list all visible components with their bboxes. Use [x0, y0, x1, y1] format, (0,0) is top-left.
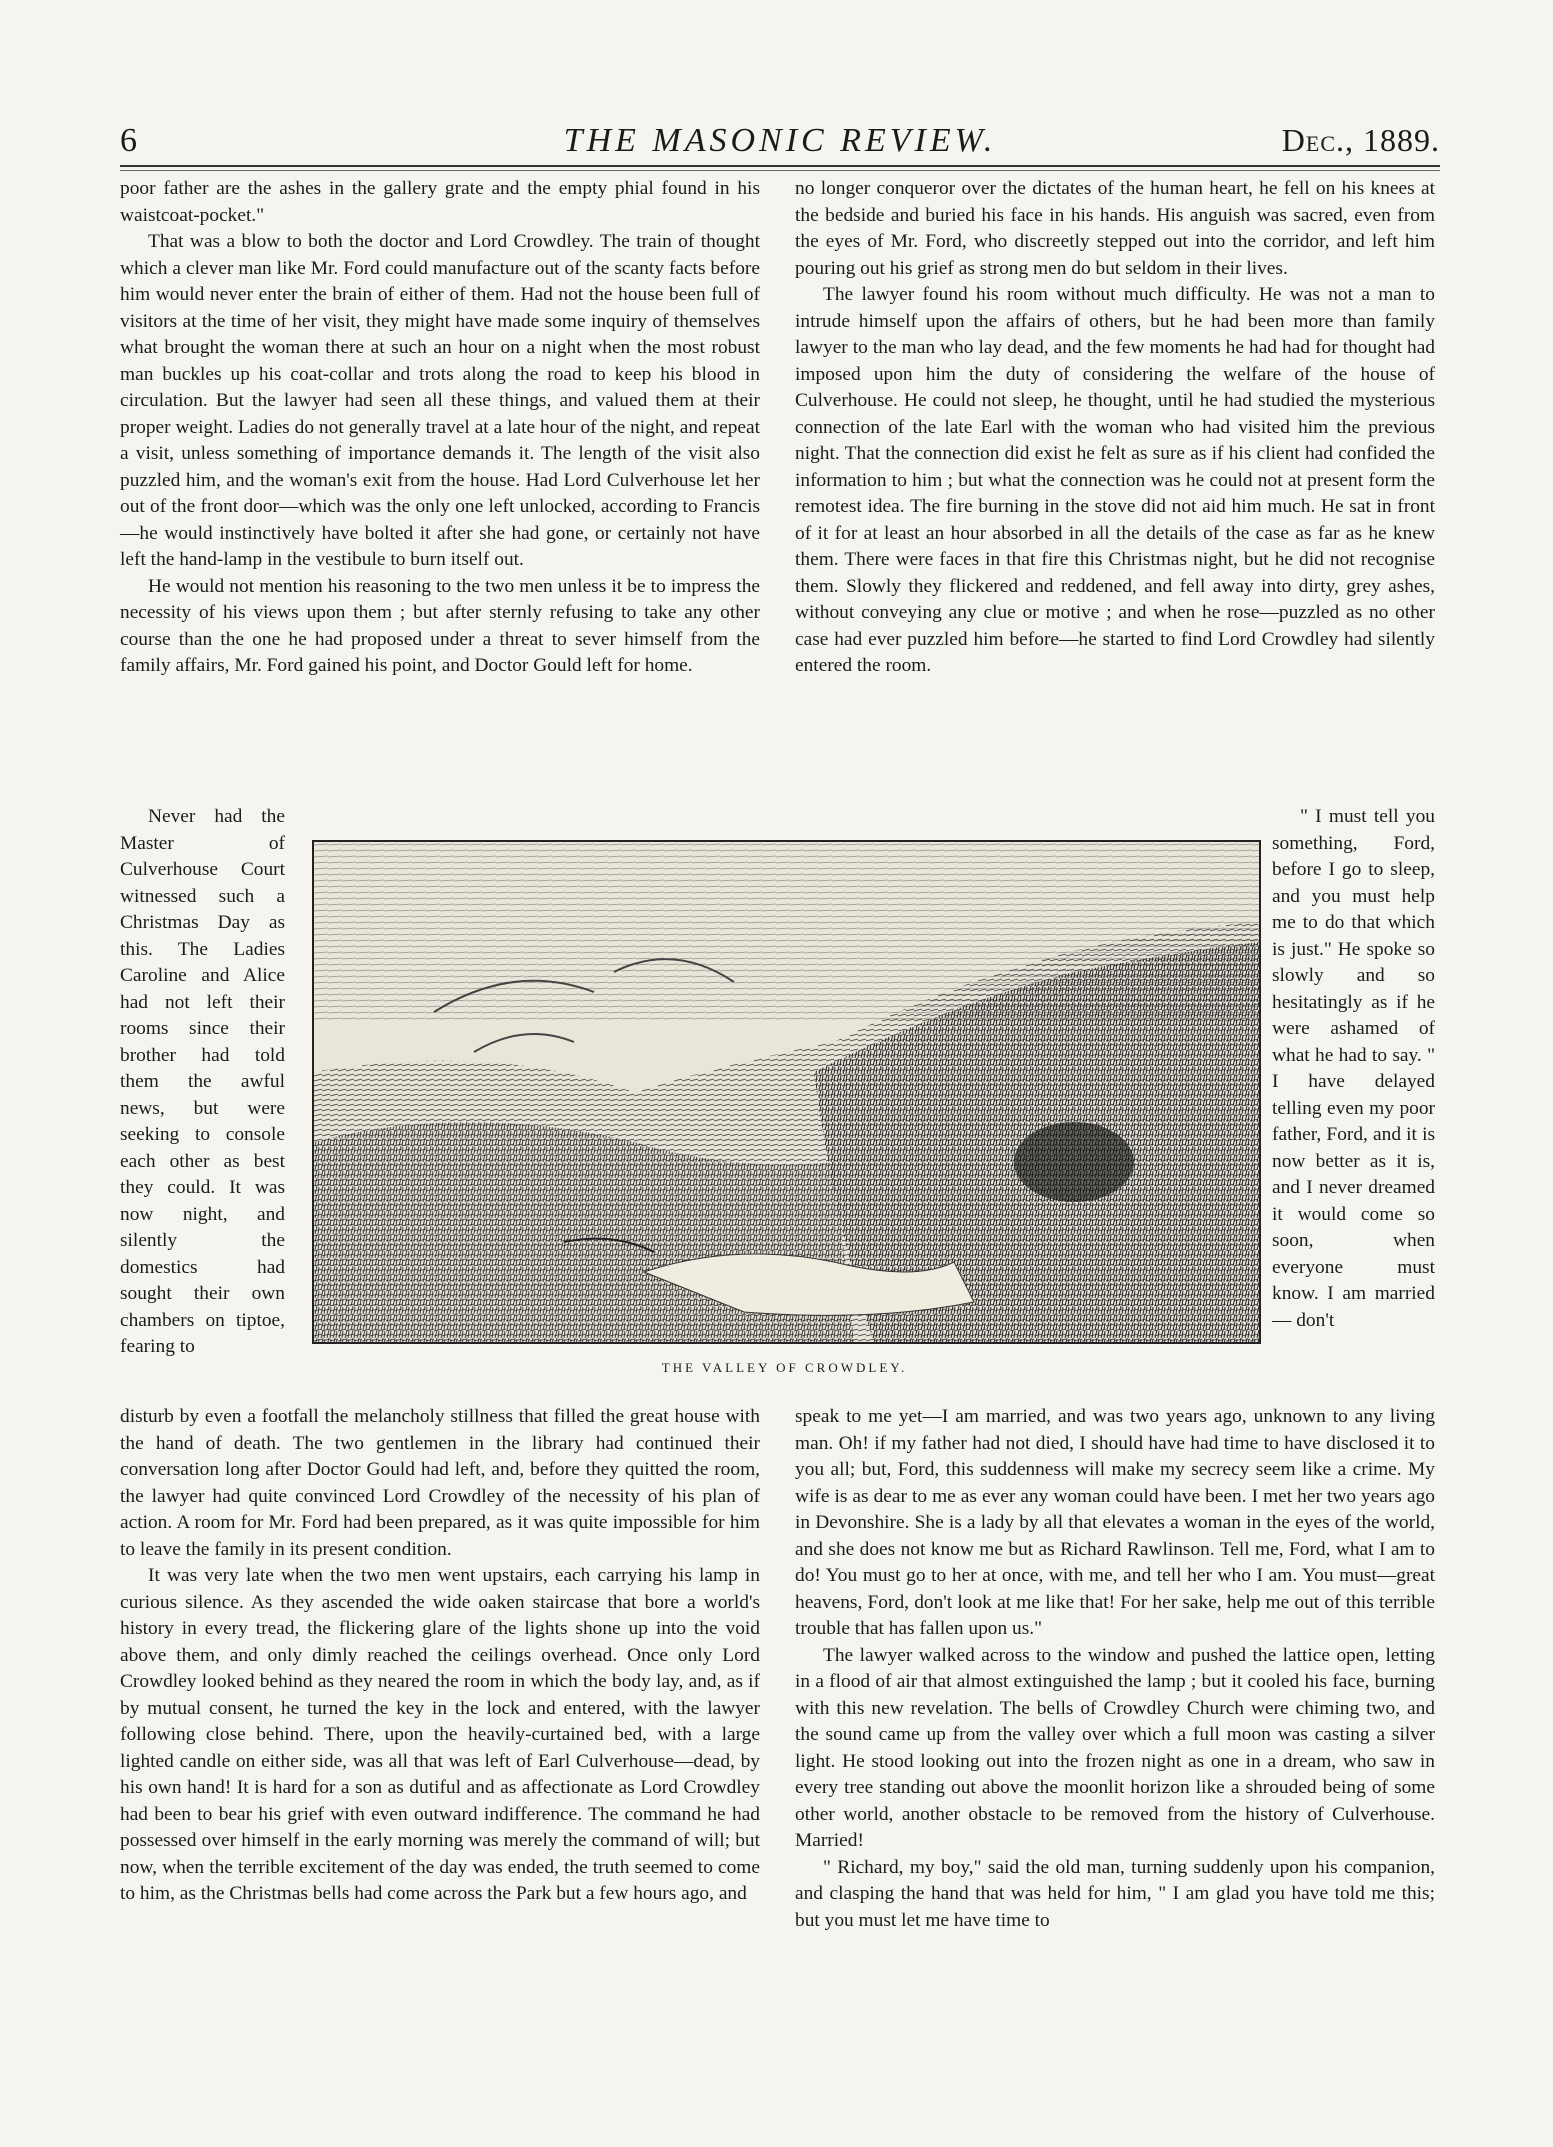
paragraph: The lawyer walked across to the window and pushed the lattice open, letting in a flood of air that almost extinguished the lamp ; but it cooled his face, burning with this new revelation. The bells of Crowdley Church were chiming two, and the sound came up from the valley over which a full moon was casting a silver light. He stood looking out into the frozen night as one in a dream, who saw in every tree standing out above the moonlit horizon like a shrouded being of some other world, another obstacle to be removed from the history of Culverhouse. Married!: [795, 1644, 1435, 1851]
header-rule: [120, 165, 1440, 167]
valley-engraving: [312, 840, 1261, 1344]
left-column-top: [120, 176, 760, 680]
figure-caption: THE VALLEY OF CROWDLEY.: [661, 1360, 908, 1375]
right-column-top: [795, 176, 1435, 680]
paragraph: It was very late when the two men went upstairs, each carrying his lamp in curious silence. As they ascended the wide oaken staircase that bore a world's history in every tread, the flickering glare of the lights shone up into the void above them, and only dimly reached the ceilings overhead. Once only Lord Crowdley looked behind as they neared the room in which the body lay, and, as if by mutual consent, he turned the key in the lock and entered, with the lawyer following close behind. There, upon the heavily-curtained bed, with a large lighted candle on either side, was all that was left of Earl Culverhouse—dead, by his own hand! It is hard for a son as dutiful and as affectionate as Lord Crowdley had been to bear his grief with even outward indifference. The command he had possessed over himself in the early morning was merely the command of will; but now, when the terrible excitement of the day was ended, the truth seemed to come to him, as the Christmas bells had come across the Park but a few hours ago, and: [120, 1565, 760, 1904]
paragraph: Never had the Master of Culverhouse Court witnessed such a Christmas Day as this. The Ladies Caroline and Alice had not left their rooms since their brother had told them the awful news, but were seeking to console each other as best they could. It was now night, and silently the domestics had sought their own chambers on tiptoe, fearing to: [120, 806, 285, 1357]
paragraph: speak to me yet—I am married, and was two years ago, unknown to any living man. Oh! if my father had not died, I should have had time to have disclosed it to you all; but, Ford, this suddenness will make my secrecy seem like a crime. My wife is as dear to me as ever any woman could have been. I met her two years ago in Devonshire. She is a lady by all that elevates a woman in the eyes of the world, and she does not know me but as Richard Rawlinson. Tell me, Ford, what I am to do! You must go to her at once, with me, and tell her who I am. You must—great heavens, Ford, don't look at me like that! For her sake, help me out of this terrible trouble that has fallen upon us.": [795, 1406, 1435, 1639]
journal-title: THE MASONIC REVIEW.: [563, 122, 997, 159]
landscape-illustration: [314, 842, 1259, 1342]
paragraph: " I must tell you something, Ford, before I go to sleep, and you must help me to do that which is just." He spoke so slowly and so hesitatingly as if he were ashamed of what he had to say. " I have delayed telling even my poor father, Ford, and it is now better as it is, and I never dreamed it would come so soon, when everyone must know. I am married — don't: [1272, 806, 1435, 1331]
paragraph: disturb by even a footfall the melancholy stillness that filled the great house with the hand of death. The two gentlemen in the library had continued their conversation long after Doctor Gould had left, and, before they quitted the room, the lawyer had quite convinced Lord Crowdley of the necessity of his plan of action. A room for Mr. Ford had been prepared, as it was quite impossible for him to leave the family in its present condition.: [120, 1406, 760, 1560]
right-narrow-column: [1272, 804, 1435, 1334]
left-narrow-column: [120, 804, 285, 1361]
paragraph: That was a blow to both the doctor and Lord Crowdley. The train of thought which a clever man like Mr. Ford could manufacture out of the scanty facts before him would never enter the brain of either of them. Had not the house been full of visitors at the time of her visit, they might have made some inquiry of themselves what brought the woman there at such an hour on a night when the most robust man buckles up his coat-collar and trots along the road to keep his blood in circulation. But the lawyer had seen all these things, and valued them at their proper weight. Ladies do not generally travel at a late hour of the night, and repeat a visit, unless something of importance demands it. The length of the visit also puzzled him, and the woman's exit from the house. Had Lord Culverhouse let her out of the front door—which was the only one left unlocked, according to Francis—he would instinctively have bolted it after she had gone, or certainly not have left the hand-lamp in the vestibule to burn itself out.: [120, 231, 760, 570]
right-column-bottom: [795, 1404, 1435, 1934]
paragraph: " Richard, my boy," said the old man, turning suddenly upon his companion, and clasping the hand that was held for him, " I am glad you have told me this; but you must let me have time to: [795, 1856, 1435, 1931]
page-number: 6: [120, 122, 137, 159]
paragraph: no longer conqueror over the dictates of the human heart, he fell on his knees at the bedside and buried his face in his hands. His anguish was sacred, even from the eyes of Mr. Ford, who discreetly stepped out into the corridor, and left him pouring out his grief as strong men do but seldom in their lives.: [795, 178, 1435, 279]
paragraph: The lawyer found his room without much difficulty. He was not a man to intrude himself upon the affairs of others, but he had been more than family lawyer to the man who lay dead, and the few moments he had had for thought had imposed upon him the duty of considering the welfare of the house of Culverhouse. He could not sleep, he thought, until he had studied the mysterious connection of the late Earl with the woman who had visited him the previous night. That the connection did exist he felt as sure as if his client had confided the information to him ; but what the connection was he could not at present form the remotest idea. The fire burning in the stove did not aid him much. He sat in front of it for at least an hour absorbed in all the details of the case as far as he knew them. There were faces in that fire this Christmas night, but he did not recognise them. Slowly they flickered and reddened, and fell away into dirty, grey ashes, without conveying any clue or motive ; and when he rose—puzzled as no other case had ever puzzled him before—he started to find Lord Crowdley had silently entered the room.: [795, 284, 1435, 676]
issue-date: Dec., 1889.: [1281, 122, 1440, 158]
left-column-bottom: [120, 1404, 760, 1908]
paragraph: poor father are the ashes in the gallery grate and the empty phial found in his waistcoat-pocket.": [120, 178, 760, 226]
page-header: [120, 122, 1440, 166]
paragraph: He would not mention his reasoning to the two men unless it be to impress the necessity of his views upon them ; but after sternly refusing to take any other course than the one he had proposed under a threat to sever himself from the family affairs, Mr. Ford gained his point, and Doctor Gould left for home.: [120, 575, 760, 676]
header-rule-thin: [120, 170, 1440, 171]
